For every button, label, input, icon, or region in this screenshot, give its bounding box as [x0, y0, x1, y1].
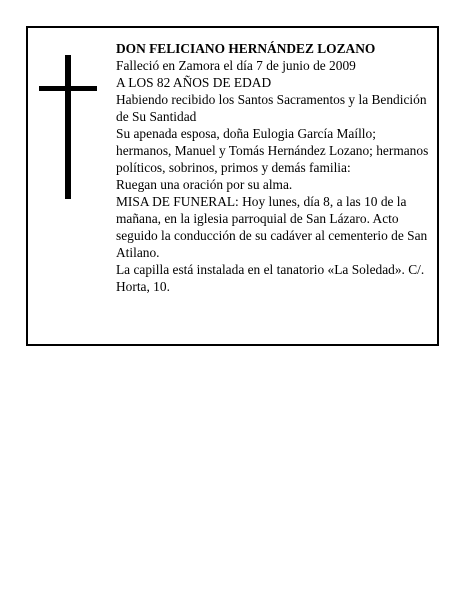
- funeral-line: MISA DE FUNERAL: Hoy lunes, día 8, a las 10 de la mañana, en la iglesia parroquial de San Lázaro. Acto seguido la conducción de su cadáver al cementerio de San Atilano.: [116, 194, 428, 260]
- obituary-notice: [26, 26, 439, 346]
- cross-vertical-bar: [65, 55, 71, 199]
- deceased-name: DON FELICIANO HERNÁNDEZ LOZANO: [116, 41, 376, 56]
- notice-text: [116, 40, 432, 295]
- prayer-line: Ruegan una oración por su alma.: [116, 177, 293, 192]
- age-line: A LOS 82 AÑOS DE EDAD: [116, 75, 272, 90]
- cross-icon: [39, 55, 97, 199]
- death-line: Falleció en Zamora el día 7 de junio de 2009: [116, 58, 356, 73]
- family-line: Su apenada esposa, doña Eulogia García Maíllo; hermanos, Manuel y Tomás Hernández Lozano; hermanos políticos, sobrinos, primos y demás familia:: [116, 126, 429, 175]
- sacraments-line: Habiendo recibido los Santos Sacramentos y la Bendición de Su Santidad: [116, 92, 427, 124]
- chapel-line: La capilla está instalada en el tanatorio «La Soledad». C/. Horta, 10.: [116, 262, 425, 294]
- cross-horizontal-bar: [39, 86, 97, 91]
